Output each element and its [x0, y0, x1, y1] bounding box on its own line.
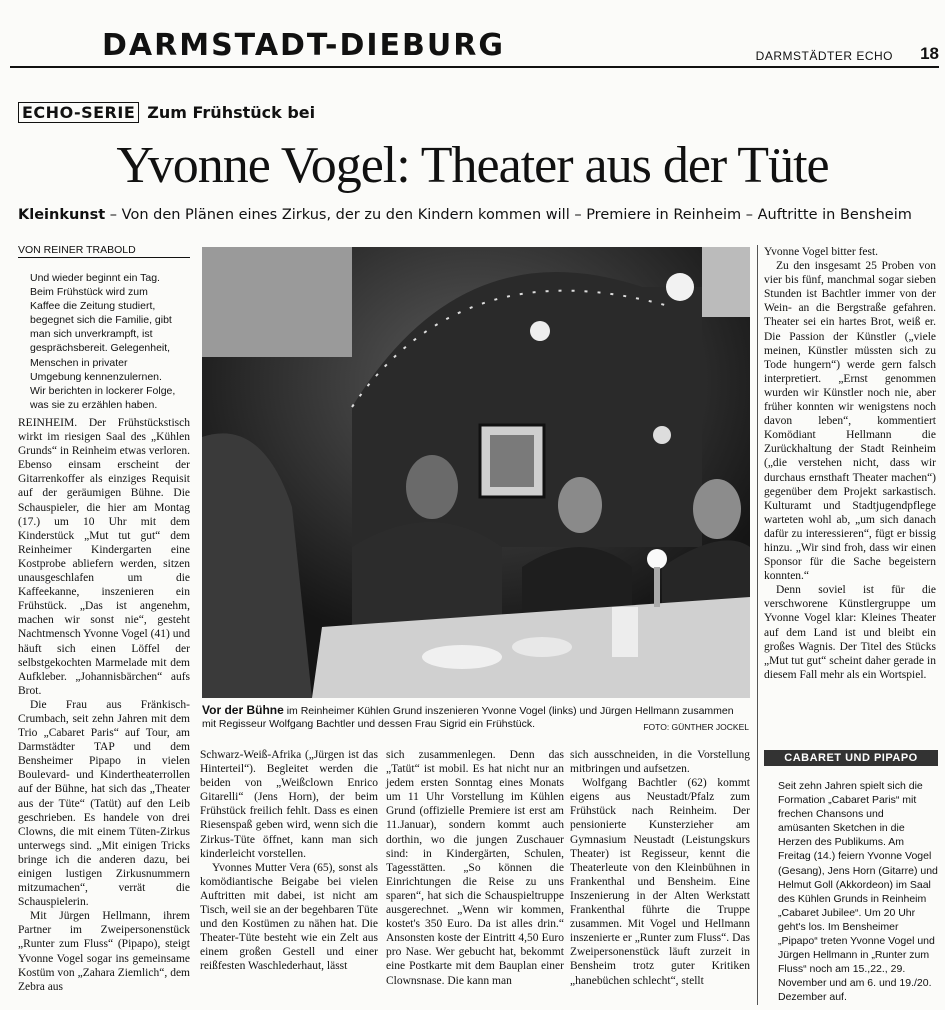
paragraph: Yvonne Vogel bitter fest.	[764, 246, 879, 258]
caption-lead: Vor der Bühne	[202, 703, 284, 717]
byline: VON REINER TRABOLD	[18, 244, 190, 258]
intro-text: Und wieder beginnt ein Tag. Beim Frühstück wird zum Kaffee die Zeitung studiert, begegnet sich die Familie, gibt man sich unverkrampft, ist gesprächsbereit. Gelegenheit, Menschen in privater Umgebung kennenzulernen. Wir berichten in lockerer Folge, was sie zu erzählen haben.	[30, 272, 176, 411]
article-column-4	[570, 748, 750, 988]
article-column-2	[200, 748, 378, 974]
kicker: Kleinkunst	[18, 207, 106, 223]
article-photo	[202, 247, 750, 698]
paragraph: sich zusammenlegen. Denn das „Tatüt“ ist mobil. Es hat nicht nur an jedem ersten Sonntag eines Monats um 11 Uhr Vorstellung im Kühlen Grund (offizielle Premiere ist erst am 11.Januar), sondern kommt auch dorthin, wo die jungen Zuschauer sind: in Kindergärten, Schulen, Tagesstätten. „So können die Einrichtungen die Reise zu uns sparen“, hat sich die Schauspieltruppe ausgerechnet. „Wenn wir kommen, kostet's 350 Euro. Da ist alles drin.“ Ansonsten koste der Eintritt 4,50 Euro pro Nase. Wer gebucht hat, bekommt eine Postkarte mit dem Bauplan einer Clownsnase. Die kann man	[386, 749, 564, 987]
paragraph: Zu den insgesamt 25 Proben von vier bis fünf, manchmal sogar sieben Stunden ist Bachtler immer von der Wein- an die Bergstraße gefahren. Theater sei ein hartes Brot, weiß er. Die Passion der Künstler („viele meinen, Künstler müssten sich zu Tode hungern“) werde gern falsch interpretiert. „Ernst genommen wurden wir Künstler noch nie, aber früher konnten wir wenigstens noch davon leben“, kommentiert Komödiant Hellmann die Zurückhaltung der Stadt Reinheim („die verstehen nicht, dass wir durchaus ernsthaft Theater machen“) gegenüber dem Projekt sarkastisch. Kulturamt und Stadtjugendpflege warteten wohl ab, „um sich danach dafür zu interessieren“, fügt er bissig hinzu. „Wir sind froh, dass wir einen Sponsor für die Sache begeistern konnten.“	[764, 260, 936, 583]
paragraph: Denn soviel ist für die verschworene Künstlergruppe um Yvonne Vogel klar: Kleines Theater auf dem Land ist und bleibt ein großes Wagnis. Der Titel des Stücks „Mut tut gut“ scheint daher gerade in diesem Fall mehr als ein Wortspiel.	[764, 584, 936, 681]
series-label: ECHO-SERIE	[18, 102, 139, 123]
infobox-title: CABARET UND PIPAPO	[764, 750, 938, 766]
paragraph: Yvonnes Mutter Vera (65), sonst als komödiantische Beigabe bei vielen Auftritten mit dabei, ist nicht am Tisch, weil sie an der begehbaren Tüte und den Kostümen zu nähen hat. Die Theater-Tüte besteht wie ein Zelt aus einem großen Gestell und einer reißfesten Waschlederhaut, lässt	[200, 861, 378, 973]
article-column-1	[18, 416, 190, 994]
paragraph: Schwarz-Weiß-Afrika („Jürgen ist das Hinterteil“). Begleitet werden die beiden von „Weißclown Enrico Gitarelli“ (Jens Horn), der beim Frühstück freilich fehlt. Dass es einen Riesenspaß geben wird, wenn sich die Zirkus-Tüte öffnet, kann man sich kinderleicht vorstellen.	[200, 749, 378, 860]
headline: Yvonne Vogel: Theater aus der Tüte	[116, 137, 829, 194]
photo-image	[202, 247, 750, 698]
infobox-text: Seit zehn Jahren spielt sich die Formation „Cabaret Paris“ mit frechen Chansons und amüsanten Sketchen in die Herzen des Publikums. Am Freitag (14.) feiern Yvonne Vogel (Gesang), Jens Horn (Gitarre) und Helmut Goll (Akkordeon) im Saal des Kühlen Grunds in Reinheim „Cabaret Jubilee“. Um 20 Uhr geht's los. Im Bensheimer „Pipapo“ treten Yvonne Vogel und Jürgen Hellmann in „Runter zum Fluss“ noch am 15.,22., 29. November und am 6. und 19./20. Dezember auf.	[778, 780, 938, 1004]
caption-text: im Reinheimer Kühlen Grund inszenieren Yvonne Vogel (links) und Jürgen Hellmann zusammen mit Regisseur Wolfgang Bachtler und dessen Frau Sigrid ein Frühstück.	[202, 705, 734, 730]
paragraph: Mit Jürgen Hellmann, ihrem Partner im Zweipersonenstück „Runter zum Fluss“ (Pipapo), steigt Yvonne Vogel sogar ins gemeinsame Kostüm von „Zahara Ziemlich“, dem Zebra aus	[18, 910, 190, 993]
subline	[18, 207, 912, 223]
series-title: Zum Frühstück bei	[147, 103, 316, 122]
article-column-3	[386, 748, 564, 988]
paragraph: REINHEIM. Der Frühstückstisch wirkt im riesigen Saal des „Kühlen Grunds“ in Reinheim etwas verloren. Ebenso einsam erscheint der Gitarrenkoffer als einziges Requisit auf der geräumigen Bühne. Die Schauspieler, die hier am Montag (17.) um 10 Uhr mit dem Kinderstück „Mut tut gut“ dem Reinheimer Kindergarten eine Kostprobe abliefern werden, sitzen unausgeschlafen um die Kaffeekanne, inszenieren ein Frühstück. „Das ist angenehm, machen wir sonst nie“, gesteht Nachtmensch Yvonne Vogel (41) und häuft sich einen Löffel der selbstgekochten Marmelade mit dem Aufkleber. „Johannisbärchen“ aufs Brot.	[18, 417, 190, 697]
series-line	[18, 103, 315, 122]
header-rule	[10, 66, 939, 68]
subline-text: – Von den Plänen eines Zirkus, der zu den Kindern kommen will – Premiere in Reinheim – Auftritte in Bensheim	[109, 207, 912, 223]
paragraph: Die Frau aus Fränkisch-Crumbach, seit zehn Jahren mit dem Trio „Cabaret Paris“ auf Tour, am Darmstädter TAP und dem Bensheimer Pipapo in vielen Boulevard- und Kindertheaterrollen auf der Bühne, hat sich das „Theater aus der Tüte“ (Tatüt) auf den Leib geschrieben. Es handele von drei Clowns, die mit einem Tüten-Zirkus unterwegs sind. „Mit einigen Tricks bringe ich die anderen dazu, bei einigen lustigen Zirkusnummern mitzumachen“, verrät die Schauspielerin.	[18, 698, 190, 909]
column-divider	[757, 245, 758, 1005]
paragraph: sich ausschneiden, in die Vorstellung mitbringen und aufsetzen.	[570, 749, 750, 776]
paragraph: Wolfgang Bachtler (62) kommt eigens aus Neustadt/Pfalz zum Frühstück nach Reinheim. Der pensionierte Kunsterzieher am Gymnasium Neustadt (Leistungskurs Theater) ist Regisseur, kennt die Theaterleute von den Kleinbühnen in Frankenthal und Bensheim. Eine Inszenierung in der Alten Werkstatt Frankenthal führte die Truppe zusammen. Mit Vogel und Hellmann inszenierte er „Runter zum Fluss“. Das Zweipersonenstück läuft zurzeit in Bensheim trotz guter Kritiken „hanebüchen schlecht“, stellt	[570, 777, 750, 987]
article-column-right	[764, 245, 936, 682]
section-title: DARMSTADT-DIEBURG	[102, 28, 505, 63]
photo-credit: FOTO: GÜNTHER JOCKEL	[643, 722, 749, 732]
page-number: 18	[920, 44, 939, 63]
newspaper-name: DARMSTÄDTER ECHO	[755, 49, 893, 63]
